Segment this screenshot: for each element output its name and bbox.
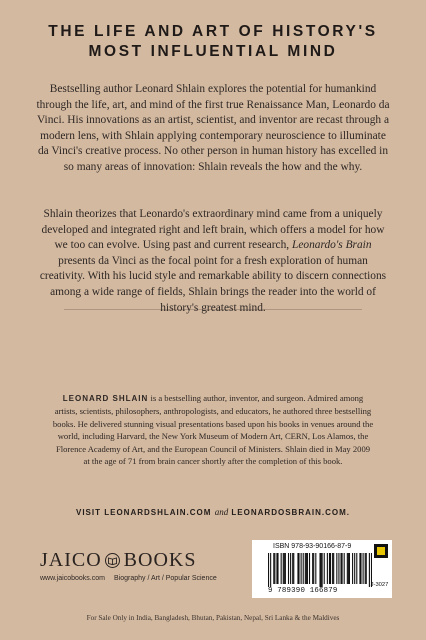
blurb-p2-end: presents da Vinci as the focal point for a fresh exploration of human creativity. With his lucid style and remarkable ability to discern connections among a wide range of fields, Shlain brings the reader into the world of history's greatest mind. [39, 254, 387, 314]
publisher-name-right: BOOKS [123, 548, 197, 571]
publisher-square-icon [374, 544, 388, 558]
headline-line-2: MOST INFLUENTIAL MIND [88, 43, 338, 60]
website-link-2: LEONARDOSBRAIN.COM. [231, 508, 350, 517]
territory-note: For Sale Only in India, Bangladesh, Bhutan, Pakistan, Nepal, Sri Lanka & the Maldives [86, 614, 340, 622]
publisher-subline [40, 575, 240, 582]
price-tag [372, 544, 390, 594]
book-category: Biography / Art / Popular Science [114, 575, 217, 582]
website-and: and [214, 507, 229, 517]
publisher-name-left: JAICO [40, 548, 102, 571]
barcode-panel [252, 540, 392, 598]
blurb-p2-start: Shlain theorizes that Leonardo's extraordinary mind came from a uniquely developed and integrated right and left brain, which offers a model for how we too can evolve. Using past and current research, [41, 208, 385, 252]
website-links [20, 507, 406, 517]
author-bio [52, 392, 374, 467]
barcode-icon [268, 553, 372, 587]
barcode-digits: 9 789390 166879 [268, 587, 338, 595]
blurb-paragraph-2 [36, 207, 390, 316]
isbn-number: ISBN 978-93-90166-87-9 [273, 543, 352, 550]
publisher-url: www.jaicobooks.com [40, 575, 105, 582]
website-link-1: VISIT LEONARDSHLAIN.COM [76, 508, 212, 517]
headline [20, 22, 406, 62]
headline-line-1: THE LIFE AND ART OF HISTORY'S [48, 23, 378, 40]
book-title-italic: Leonardo's Brain [291, 239, 372, 252]
section-divider [64, 309, 362, 310]
publisher-block [40, 548, 240, 582]
publisher-logo [40, 548, 240, 572]
book-mark-icon [105, 553, 120, 568]
blurb-paragraph-1: Bestselling author Leonard Shlain explores the potential for humankind through the life, art, and mind of the first true Renaissance Man, Leonardo da Vinci. His innovations as an artist, scientist, and inventor are recast through a modern lens, with Shlain applying contemporary neuroscience to illuminate da Vinci's creative process. No other person in human history has excelled in so many areas of innovation: Shlain reveals the how and the why. [36, 83, 390, 173]
author-name: LEONARD SHLAIN [62, 394, 149, 403]
author-bio-text: is a bestselling author, inventor, and surgeon. Admired among artists, scientists, philosophers, anthropologists, and educators, he authored three bestselling books. He delivered stunning visual presentations based upon his books in venues around the world, including Harvard, the New York Museum of Modern Art, CERN, Los Alamos, the Florence Academy of Art, and the European Council of Ministers. Shlain died in May 2009 at the age of 71 from brain cancer shortly after the completion of this book. [52, 393, 374, 467]
price-code: J-3027 [370, 582, 389, 588]
